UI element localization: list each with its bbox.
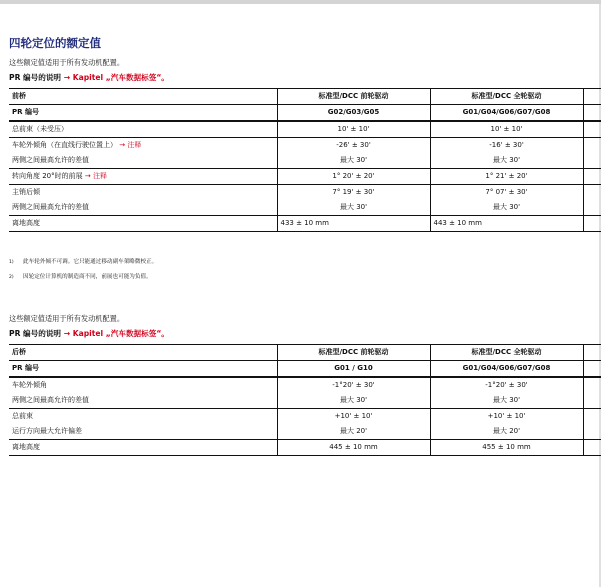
value-spare	[583, 409, 601, 425]
value-spare	[583, 138, 601, 154]
value-fwd: 7° 19' ± 30'	[277, 185, 430, 201]
row-label	[9, 216, 277, 232]
row-label-text: 车轮外倾角	[12, 381, 47, 389]
pr-number-cell: G01/G04/G06/G07/G08	[430, 105, 583, 122]
row-label-text: 总前束（未受压）	[12, 125, 68, 133]
value-spare	[583, 216, 601, 232]
note-link[interactable]: → 注释	[119, 141, 142, 149]
pr-number-cell: G02/G03/G05	[277, 105, 430, 122]
table-row	[9, 185, 601, 201]
value-fwd: 最大 30'	[277, 393, 430, 409]
pr-number-spare	[583, 361, 601, 378]
value-awd: 最大 20'	[430, 424, 583, 440]
pr-note-link[interactable]: → Kapitel „汽车数据标签“。	[63, 73, 169, 82]
row-label-text: 运行方向最大允许偏差	[12, 427, 82, 435]
footnote-text: 此车轮外倾不可调。它只能通过移动副车架略微校正。	[23, 259, 158, 265]
value-awd: +10' ± 10'	[430, 409, 583, 425]
row-label	[9, 121, 277, 138]
pr-number-cell: G01/G04/G06/G07/G08	[430, 361, 583, 378]
row-label	[9, 377, 277, 393]
rear-axle-table	[9, 344, 601, 456]
row-label-text: 两侧之间最高允许的差值	[12, 203, 89, 211]
row-label-text: 离地高度	[12, 219, 40, 227]
note-link[interactable]: → 注释	[84, 172, 107, 180]
value-spare	[583, 440, 601, 456]
table-row	[9, 440, 601, 456]
value-awd: 最大 30'	[430, 153, 583, 169]
intro-text-rear: 这些额定值适用于所有发动机配置。	[9, 314, 125, 323]
table-row	[9, 200, 601, 216]
value-spare	[583, 424, 601, 440]
value-fwd: 10' ± 10'	[277, 121, 430, 138]
value-fwd: -26' ± 30'	[277, 138, 430, 154]
row-label	[9, 153, 277, 169]
document-page	[9, 36, 601, 456]
footnotes	[9, 258, 601, 288]
table-row	[9, 153, 601, 169]
table-row	[9, 169, 601, 185]
value-fwd: 最大 20'	[277, 424, 430, 440]
value-fwd: 445 ± 10 mm	[277, 440, 430, 456]
value-awd: 1° 21' ± 20'	[430, 169, 583, 185]
footnote-number: 1)	[9, 260, 14, 265]
value-fwd: -1°20' ± 30'	[277, 377, 430, 393]
row-label-text: 离地高度	[12, 443, 40, 451]
pr-number-cell: PR 编号	[9, 105, 277, 122]
row-label-text: 主销后倾	[12, 188, 40, 196]
row-label-text: 两侧之间最高允许的差值	[12, 396, 89, 404]
table-header-row	[9, 345, 601, 361]
row-label-text: 两侧之间最高允许的差值	[12, 156, 89, 164]
table-row	[9, 409, 601, 425]
table-header-row	[9, 89, 601, 105]
value-fwd: 1° 20' ± 20'	[277, 169, 430, 185]
pr-note-rear	[9, 328, 601, 339]
value-awd: -16' ± 30'	[430, 138, 583, 154]
value-spare	[583, 169, 601, 185]
pr-note-prefix: PR 编号的说明	[9, 73, 62, 82]
table-row	[9, 216, 601, 232]
value-awd: 10' ± 10'	[430, 121, 583, 138]
value-awd: 7° 07' ± 30'	[430, 185, 583, 201]
value-spare	[583, 185, 601, 201]
column-header-spare	[583, 345, 601, 361]
row-label-text: 总前束	[12, 412, 33, 420]
page-title: 四轮定位的额定值	[9, 36, 101, 50]
front-axle-table	[9, 88, 601, 232]
column-header: 后桥	[9, 345, 277, 361]
viewer-top-bar	[0, 0, 601, 4]
footnote-number: 2)	[9, 275, 14, 280]
row-label-text: 车轮外倾角（在直线行驶位置上）	[12, 141, 117, 149]
column-header: 标准型/DCC 前轮驱动	[277, 345, 430, 361]
pr-note-link[interactable]: → Kapitel „汽车数据标签“。	[63, 329, 169, 338]
value-fwd: +10' ± 10'	[277, 409, 430, 425]
value-awd: -1°20' ± 30'	[430, 377, 583, 393]
value-awd: 最大 30'	[430, 200, 583, 216]
value-fwd: 433 ± 10 mm	[277, 216, 430, 232]
pr-number-cell: G01 / G10	[277, 361, 430, 378]
table-row	[9, 138, 601, 154]
value-spare	[583, 200, 601, 216]
pr-number-cell: PR 编号	[9, 361, 277, 378]
row-label	[9, 440, 277, 456]
column-header: 前桥	[9, 89, 277, 105]
intro-text: 这些额定值适用于所有发动机配置。	[9, 58, 125, 67]
row-label	[9, 185, 277, 201]
value-spare	[583, 153, 601, 169]
pr-number-row	[9, 105, 601, 122]
table-row	[9, 424, 601, 440]
value-spare	[583, 393, 601, 409]
row-label	[9, 393, 277, 409]
row-label	[9, 409, 277, 425]
row-label	[9, 138, 277, 154]
row-label	[9, 424, 277, 440]
column-header: 标准型/DCC 全轮驱动	[430, 345, 583, 361]
pr-note	[9, 72, 601, 83]
footnote-text: 因轮定位计算机的制造商不同，前展也可能为负值。	[23, 274, 152, 280]
row-label	[9, 200, 277, 216]
footnote	[9, 258, 601, 267]
value-spare	[583, 121, 601, 138]
table-row	[9, 393, 601, 409]
column-header: 标准型/DCC 前轮驱动	[277, 89, 430, 105]
pr-note-prefix: PR 编号的说明	[9, 329, 62, 338]
column-header-spare	[583, 89, 601, 105]
pr-number-spare	[583, 105, 601, 122]
value-fwd: 最大 30'	[277, 200, 430, 216]
value-awd: 443 ± 10 mm	[430, 216, 583, 232]
table-row	[9, 377, 601, 393]
footnote	[9, 273, 601, 282]
pr-number-row	[9, 361, 601, 378]
value-fwd: 最大 30'	[277, 153, 430, 169]
table-row	[9, 121, 601, 138]
value-awd: 455 ± 10 mm	[430, 440, 583, 456]
column-header: 标准型/DCC 全轮驱动	[430, 89, 583, 105]
value-awd: 最大 30'	[430, 393, 583, 409]
row-label-text: 转向角度 20°时的前展	[12, 172, 83, 180]
value-spare	[583, 377, 601, 393]
row-label	[9, 169, 277, 185]
